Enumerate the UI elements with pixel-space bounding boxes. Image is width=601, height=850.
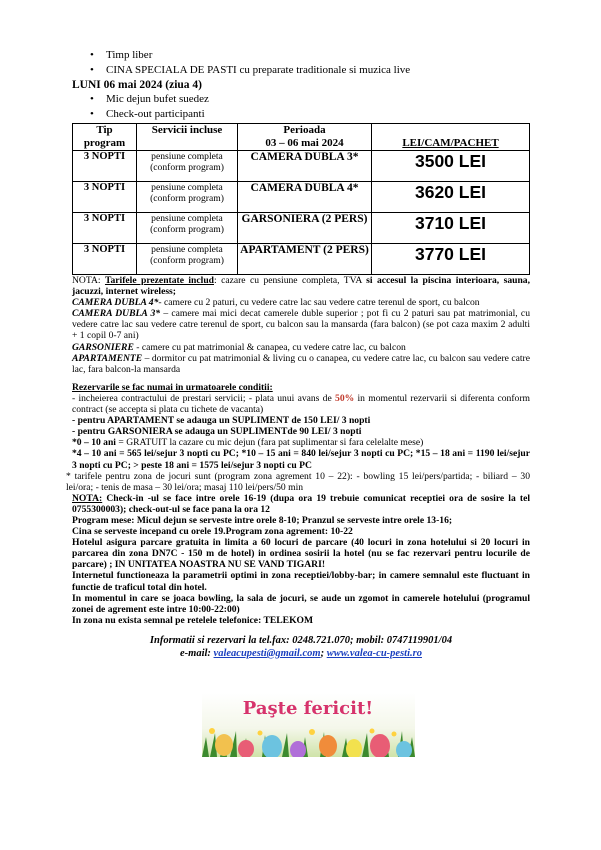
contact-web: [72, 647, 530, 660]
meal-program: Program mese: Micul dejun se serveste intre orele 8-10; Pranzul se serveste intre orele 13-16;: [72, 514, 453, 526]
list-item: • Mic dejun bufet suedez: [72, 92, 530, 107]
list-item: • Check-out participanti: [72, 107, 530, 122]
day-heading: LUNI 06 mai 2024 (ziua 4): [72, 79, 203, 91]
room-label: APARTAMENTE: [72, 352, 143, 364]
conditions-title: Rezervarile se fac numai in urmatoarele conditii:: [72, 381, 273, 393]
cell-nights: 3 NOPTI: [73, 244, 137, 275]
room-text: – dormitor cu pat matrimonial & living cu o canapea, cu vedere catre lac, cu balcon sau vedere catre lac, fara balcon-la mansarda: [72, 352, 530, 375]
service-line: pensiune completa: [151, 244, 223, 255]
bowling-note: In momentul in care se joaca bowling, la sala de jocuri, se aude un zgomot in camerele hotelului (programul zonei de agrement este intre 10:00-22:00): [72, 592, 530, 615]
cell-services: [137, 151, 238, 182]
nota-facilities: si accesul la piscina interioara, sauna, jacuzzi, internet wireless;: [72, 275, 530, 298]
service-line: (conform program): [150, 193, 224, 204]
room-text: – camere mai mici decat camerele duble superior ; pot fi cu 2 paturi sau pat matrimonial, cu vedere catre lac sau vedere catre terenul de sport, cu balcon sau la mansarda (fara balcon) (se pot caza maxim 2 adulti + 1 copil 0-7 ani): [72, 308, 530, 342]
room-description: [72, 342, 530, 353]
dinner-program: Cina se serveste incepand cu orele 19.Program zona agrement: 10-22: [72, 526, 353, 538]
cell-price: 3770 LEI: [372, 244, 530, 275]
cell-nights: 3 NOPTI: [73, 151, 137, 182]
child-free-text: = GRATUIT la cazare cu mic dejun (fara pat suplimentar si fara celelalte mese): [115, 437, 424, 449]
header-lei: LEI/CAM/PACHET: [372, 124, 530, 151]
header-perioada-label: Perioada: [283, 124, 326, 136]
contact-block: [72, 634, 530, 660]
apartment-supplement: - pentru APARTAMENT se adauga un SUPLIMENT de 150 LEI/ 3 nopti: [72, 415, 371, 427]
studio-supplement: - pentru GARSONIERA se adauga un SUPLIMENTde 90 LEI/ 3 nopti: [72, 426, 362, 438]
cell-price: 3620 LEI: [372, 182, 530, 213]
service-line: pensiune completa: [151, 182, 223, 193]
cell-price: 3500 LEI: [372, 151, 530, 182]
document-page: [66, 48, 530, 660]
cell-services: [137, 182, 238, 213]
easter-banner-image: [202, 693, 415, 757]
service-line: pensiune completa: [151, 213, 223, 224]
price-table: [72, 123, 530, 275]
room-label: CAMERA DUBLA 3*: [72, 308, 161, 320]
service-line: pensiune completa: [151, 151, 223, 162]
payment-text: - incheierea contractului de prestari servicii; - plata unui avans de: [72, 392, 336, 404]
nota-includes-label: Tarifele prezentate includ: [104, 275, 214, 286]
service-line: (conform program): [150, 162, 224, 173]
room-description: [72, 353, 530, 375]
banner-text: Paşte fericit!: [242, 698, 374, 719]
bullet-list-top: [72, 48, 530, 78]
header-perioada-dates: 03 – 06 mai 2024: [265, 137, 344, 149]
room-label: GARSONIERE: [72, 341, 134, 353]
parking-note: Hotelul asigura parcare gratuita in limita a 60 locuri de parcare (40 locuri in zona hotelului si 20 locuri in parcarea din zona DN7C - 150 m de hotel) in ordinea sosirii la hotel (nu se fac rezervari pentru locurile de parcare) ; IN UNITATEA NOASTRA NU SE VAND TIGARI!: [72, 537, 530, 571]
cell-services: [137, 244, 238, 275]
checkin-text: Check-in -ul se face intre orele 16-19 (dupa ora 19 trebuie comunicat receptiei ora de sosire la tel 0755300003); check-out-ul se face pana la ora 12: [72, 492, 530, 515]
signal-note: In zona nu exista semnal pe retelele telefonice: TELEKOM: [72, 614, 314, 626]
easter-banner: [202, 693, 415, 757]
cell-services: [137, 213, 238, 244]
bullet-list-day4: [72, 92, 530, 122]
child-age: *0 – 10: [72, 437, 101, 449]
table-row: [73, 213, 530, 244]
email-label: e-mail:: [180, 647, 214, 659]
checkin-label: NOTA:: [72, 492, 103, 504]
service-line: (conform program): [150, 255, 224, 266]
games-prices: * tarifele pentru zona de jocuri sunt (program zona agrement 10 – 22): - bowling 15 lei/pers/partida; - biliard – 30 lei/ora; - tenis de masa – 30 lei/ora; masaj 110 lei/pers/50 min: [66, 470, 530, 493]
website-link[interactable]: www.valea-cu-pesti.ro: [326, 647, 422, 659]
cell-nights: 3 NOPTI: [73, 182, 137, 213]
cell-room: CAMERA DUBLA 3*: [238, 151, 372, 182]
header-servicii: Servicii incluse: [137, 124, 238, 151]
advance-percent: 50%: [335, 392, 355, 404]
conditions-payment: [72, 393, 530, 415]
payment-text-rest: in momentul rezervarii si diferenta conform contract (se accepta si plata cu tichete de vacanta): [72, 392, 530, 416]
table-row: [73, 151, 530, 182]
cell-price: 3710 LEI: [372, 213, 530, 244]
contact-phone: Informatii si rezervari la tel.fax: 0248.721.070; mobil: 0747119901/04: [149, 634, 453, 646]
header-perioada: [238, 124, 372, 151]
room-description: [72, 308, 530, 341]
checkin-note: [72, 493, 530, 515]
header-tip: Tip program: [73, 124, 137, 151]
room-text: - camere cu pat matrimonial & canapea, cu vedere catre lac, cu balcon: [133, 341, 406, 353]
list-item: • Timp liber: [72, 48, 530, 63]
child-age-unit: ani: [100, 437, 116, 449]
contact-separator: ;: [320, 647, 327, 659]
room-text: - camere cu 2 paturi, cu vedere catre lac sau vedere catre terenul de sport, cu balcon: [158, 297, 480, 309]
internet-note: Internetul functioneaza la parametrii optimi in zona receptiei/lobby-bar; in camere semnalul este fluctuant in functie de traficul total din hotel.: [72, 570, 530, 593]
room-label: CAMERA DUBLA 4*: [72, 297, 159, 309]
nota-prefix: NOTA:: [72, 275, 105, 286]
email-link[interactable]: valeacupesti@gmail.com: [213, 647, 321, 659]
list-item: • CINA SPECIALA DE PASTI cu preparate traditionale si muzica live: [72, 63, 530, 78]
cell-room: CAMERA DUBLA 4*: [238, 182, 372, 213]
room-description: [72, 297, 530, 308]
table-header-row: [73, 124, 530, 151]
cell-room: GARSONIERA (2 PERS): [238, 213, 372, 244]
kids-prices: *4 – 10 ani = 565 lei/sejur 3 nopti cu PC; *10 – 15 ani = 840 lei/sejur 3 nopti cu PC; *15 – 18 ani = 1190 lei/sejur 3 nopti cu PC; > peste 18 ani = 1575 lei/sejur 3 nopti cu PC: [72, 448, 530, 471]
service-line: (conform program): [150, 224, 224, 235]
cell-room: APARTAMENT (2 PERS): [238, 244, 372, 275]
nota-mid: : cazare cu pensiune completa, TVA: [214, 275, 367, 286]
table-row: [73, 182, 530, 213]
child-free: [72, 437, 530, 448]
nota-includes: [72, 275, 530, 297]
cell-nights: 3 NOPTI: [73, 213, 137, 244]
table-row: [73, 244, 530, 275]
